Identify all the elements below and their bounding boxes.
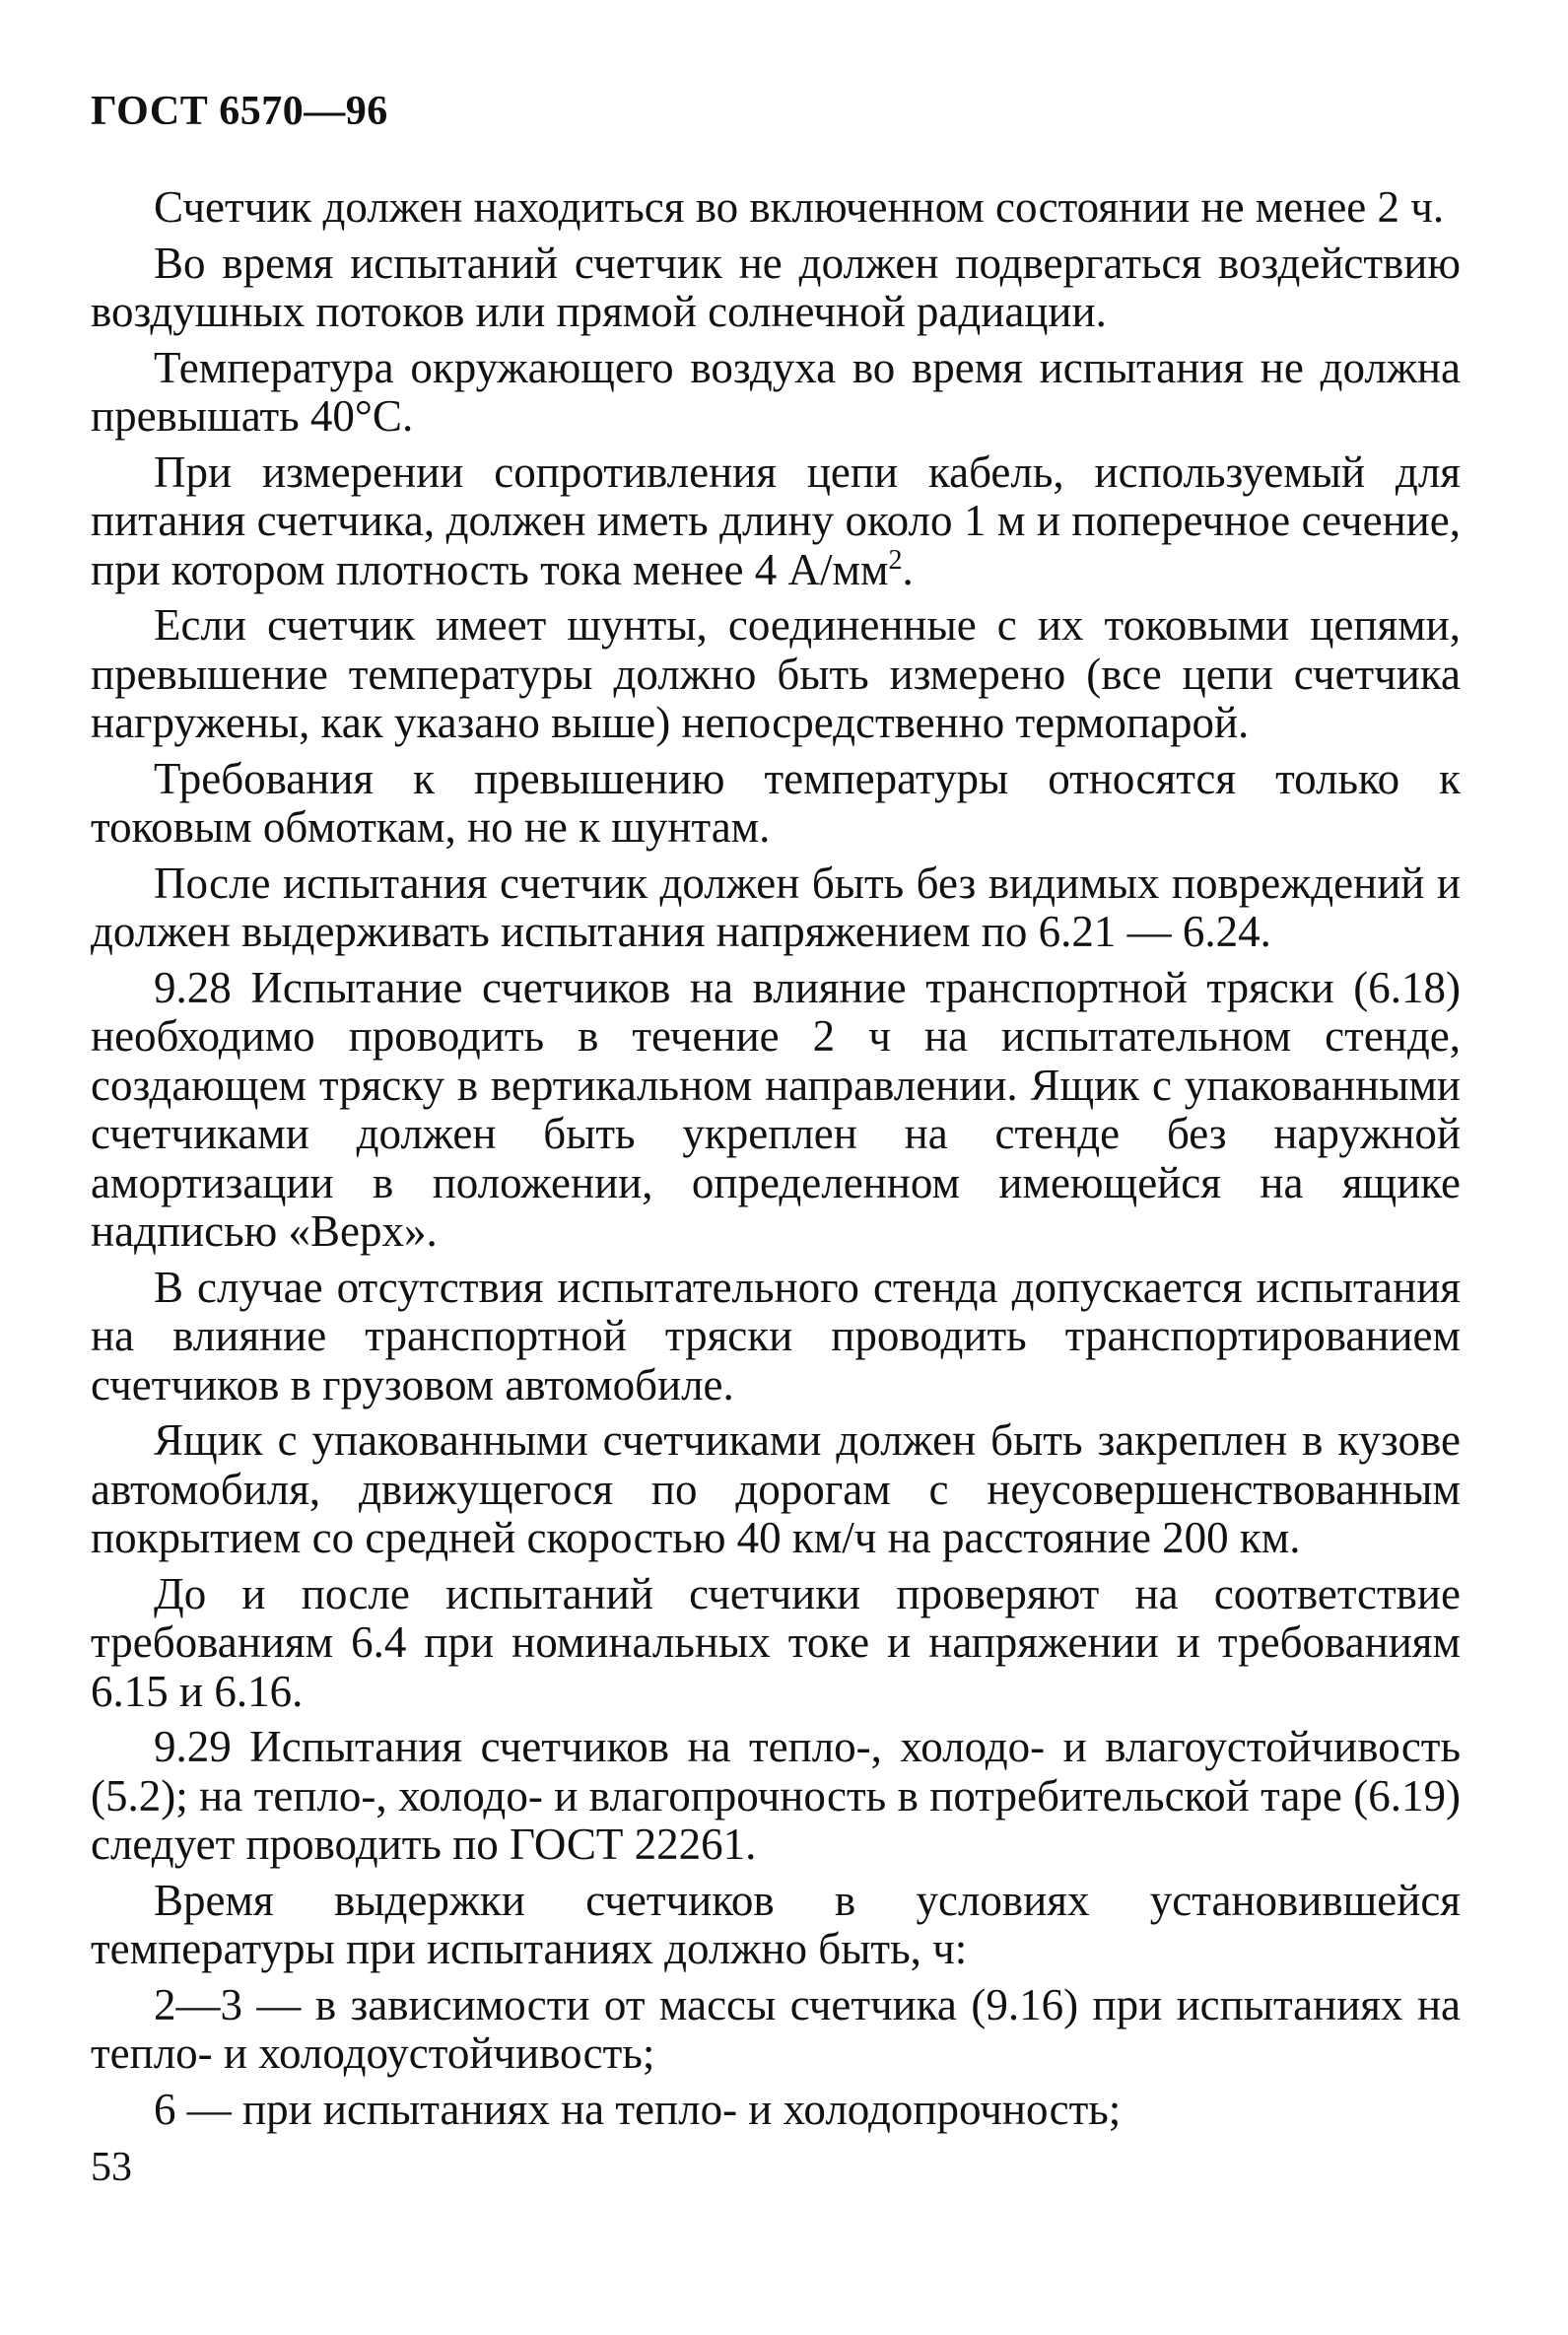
paragraph: В случае отсутствия испытательного стенда допускается испытания на влияние транспортной тряски проводить транспортированием счетчиков в грузовом автомобиле. (91, 1262, 1461, 1409)
paragraph: Время выдержки счетчиков в условиях установившейся температуры при испытаниях должно быть, ч: (91, 1875, 1461, 1973)
paragraph: Счетчик должен находиться во включенном состоянии не менее 2 ч. (154, 182, 1445, 232)
paragraph: Температура окружающего воздуха во время испытания не должна превышать 40°С. (91, 342, 1461, 441)
paragraph: До и после испытаний счетчики проверяют на соответствие требованиям 6.4 при номинальных токе и напряжении и требованиям 6.15 и 6.16. (91, 1568, 1461, 1716)
paragraph: 9.28 Испытание счетчиков на влияние транспортной тряски (6.18) необходимо проводить в течение 2 ч на испытательном стенде, создающем тряску в вертикальном направлении. Ящик с упакованными счетчиками должен быть укреплен на стенде без наружной амортизации в положении, определенном имеющейся на ящике надписью «Верх». (91, 962, 1461, 1256)
paragraph: Ящик с упакованными счетчиками должен быть закреплен в кузове автомобиля, движущегося по дорогам с неусовершенствованным покрытием со средней скоростью 40 км/ч на расстояние 200 км. (91, 1415, 1461, 1562)
paragraph: 9.29 Испытания счетчиков на тепло-, холодо- и влагоустойчивость (5.2); на тепло-, холодо- и влагопрочность в потребительской таре (6.19) следует проводить по ГОСТ 22261. (91, 1722, 1461, 1869)
resistance-paragraph-suffix: . (902, 544, 914, 594)
superscript: 2 (888, 544, 903, 576)
paragraph: 6 — при испытаниях на тепло- и холодопрочность; (154, 2084, 1122, 2134)
document-body (91, 183, 1461, 2141)
paragraph: Требования к превышению температуры относятся только к токовым обмоткам, но не к шунтам. (91, 753, 1461, 852)
resistance-paragraph-text: При измерении сопротивления цепи кабель, используемый для питания счетчика, должен иметь длину около 1 м и поперечное сечение, при котором плотность тока менее 4 А/мм (91, 446, 1461, 594)
paragraph: Если счетчик имеет шунты, соединенные с их токовыми цепями, превышение температуры должно быть измерено (все цепи счетчика нагружены, как указано выше) непосредственно термопарой. (91, 600, 1461, 747)
paragraph: После испытания счетчик должен быть без видимых повреждений и должен выдерживать испытания напряжением по 6.21 — 6.24. (91, 858, 1461, 956)
page-number: 53 (91, 2145, 132, 2190)
document-header: ГОСТ 6570—96 (91, 89, 388, 134)
paragraph: Во время испытаний счетчик не должен подвергаться воздействию воздушных потоков или прямой солнечной радиации. (91, 238, 1461, 336)
paragraph: 2—3 — в зависимости от массы счетчика (9.16) при испытаниях на тепло- и холодоустойчивость; (91, 1979, 1461, 2078)
resistance-paragraph (91, 448, 1461, 595)
